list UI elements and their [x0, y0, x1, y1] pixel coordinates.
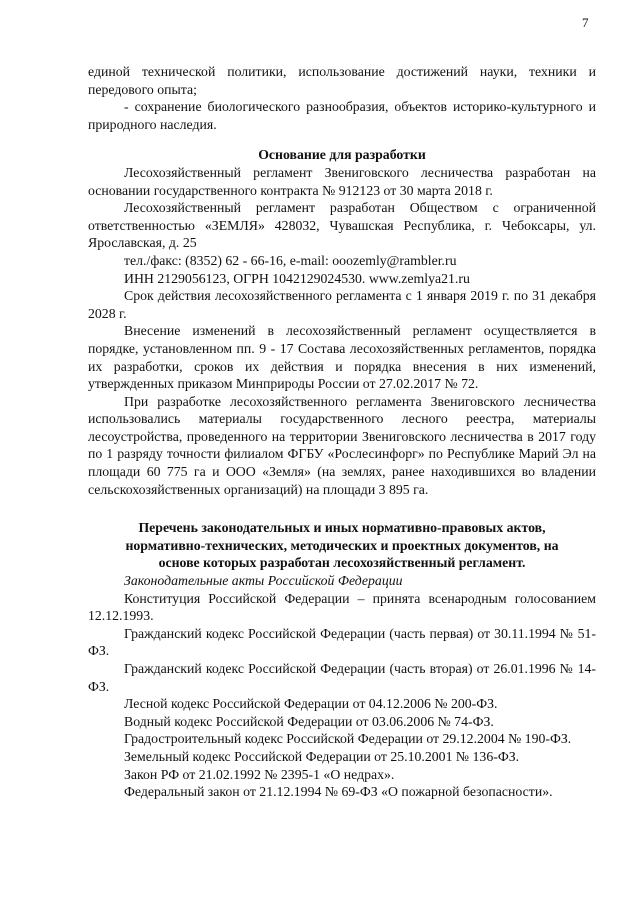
page-number: 7 — [582, 15, 589, 30]
list-item: Гражданский кодекс Российской Федерации (часть первая) от 30.11.1994 № 51-ФЗ. — [88, 625, 596, 659]
list-item: Земельный кодекс Российской Федерации от 25.10.2001 № 136-ФЗ. — [124, 748, 520, 764]
document-body — [88, 63, 596, 801]
list-item: Федеральный закон от 21.12.1994 № 69-ФЗ «О пожарной безопасности». — [124, 784, 553, 800]
contact-inn-website: ИНН 2129056123, ОГРН 1042129024530. www.zemlya21.ru — [124, 270, 470, 286]
list-item: Лесной кодекс Российской Федерации от 04.12.2006 № 200-ФЗ. — [124, 696, 498, 712]
section-title-legal-acts: Перечень законодательных и иных нормативно-правовых актов, нормативно-технических, методических и проектных документов, на основе которых разработан лесохозяйственный регламент. — [125, 520, 559, 571]
basis-paragraph-amendments: Внесение изменений в лесохозяйственный регламент осуществляется в порядке, установленном пп. 9 - 17 Состава лесохозяйственных регламентов, порядка их разработки, сроков их действия и порядка внесения в них изменений, утвержденных приказом Минприроды России от 27.02.2017 № 72. — [88, 323, 596, 392]
section-title-basis: Основание для разработки — [258, 147, 426, 163]
list-item: Гражданский кодекс Российской Федерации (часть вторая) от 26.01.1996 № 14-ФЗ. — [88, 661, 596, 694]
basis-paragraph-2: Лесохозяйственный регламент разработан Обществом с ограниченной ответственностью «ЗЕМЛЯ» 428032, Чувашская Республика, г. Чебоксары, ул. Ярославская, д. 25 — [88, 200, 596, 251]
list-item: Водный кодекс Российской Федерации от 03.06.2006 № 74-ФЗ. — [124, 713, 494, 729]
basis-paragraph-1: Лесохозяйственный регламент Звениговского лесничества разработан на основании государственного контракта № 912123 от 30 марта 2018 г. — [88, 164, 596, 198]
list-item: Конституция Российской Федерации – принята всенародным голосованием 12.12.1993. — [88, 590, 596, 624]
intro-line-1: единой технической политики, использование достижений науки, техники и передового опыта; — [88, 64, 596, 97]
list-item: Градостроительный кодекс Российской Федерации от 29.12.2004 № 190-ФЗ. — [124, 731, 572, 747]
list-item: Закон РФ от 21.02.1992 № 2395-1 «О недрах». — [124, 766, 395, 782]
intro-line-2: - сохранение биологического разнообразия, объектов историко-культурного и природного наследия. — [88, 99, 596, 132]
legal-acts-subtitle: Законодательные акты Российской Федерации — [124, 573, 403, 589]
legal-acts-list — [88, 590, 596, 801]
basis-paragraph-materials: При разработке лесохозяйственного регламента Звениговского лесничества использовались материалы государственного лесного реестра, материалы лесоустройства, проведенного на территории Звениговского лесничества в 2017 году по 1 разряду точности филиалом ФГБУ «Рослесинфорг» по Республике Марий Эл на площади 60 775 га и ООО «Земля» (на землях, ранее находившихся во владении сельскохозяйственных организаций) на площади 3 895 га. — [88, 393, 596, 497]
contact-phone-email: тел./факс: (8352) 62 - 66-16, e-mail: ooozemly@rambler.ru — [124, 252, 457, 268]
basis-paragraph-validity: Срок действия лесохозяйственного регламента с 1 января 2019 г. по 31 декабря 2028 г. — [88, 288, 596, 321]
